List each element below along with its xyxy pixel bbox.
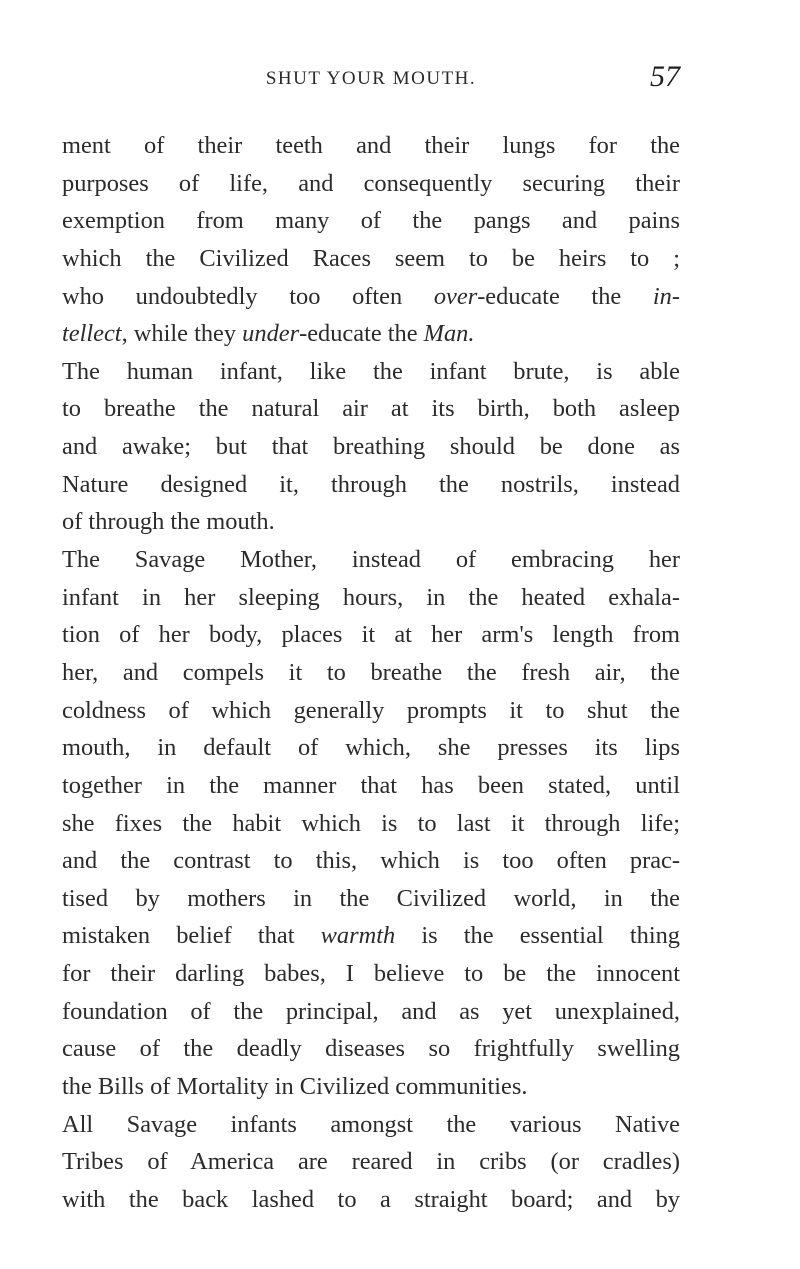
text-line: All Savage infants amongst the various Native (62, 1110, 680, 1138)
text-line: tellect, while they under-educate the Man. (62, 320, 475, 348)
text-line: foundation of the principal, and as yet unexplained, (62, 997, 680, 1025)
text-line: which the Civilized Races seem to be heirs to ; (62, 244, 680, 272)
text-line: to breathe the natural air at its birth, both asleep (62, 395, 680, 423)
text-line: together in the manner that has been stated, until (62, 771, 680, 799)
text-line: she fixes the habit which is to last it through life; (62, 809, 680, 837)
text-line: mistaken belief that warmth is the essential thing (62, 922, 680, 950)
text-line: and awake; but that breathing should be done as (62, 433, 680, 461)
running-head (62, 62, 680, 96)
text-line: infant in her sleeping hours, in the heated exhala- (62, 583, 680, 611)
running-title: SHUT YOUR MOUTH. (265, 68, 477, 89)
text-line: the Bills of Mortality in Civilized communities. (62, 1073, 528, 1101)
page-number: 57 (650, 60, 680, 93)
text-line: The human infant, like the infant brute, is able (62, 357, 680, 385)
text-line: Nature designed it, through the nostrils, instead (62, 470, 680, 498)
text-line: purposes of life, and consequently securing their (62, 169, 680, 197)
text-line: coldness of which generally prompts it to shut the (62, 696, 680, 724)
text-line: ment of their teeth and their lungs for the (62, 132, 680, 159)
text-line: cause of the deadly diseases so frightfully swelling (62, 1035, 680, 1063)
text-line: and the contrast to this, which is too often prac- (62, 847, 680, 875)
body-text (62, 127, 680, 1219)
text-line: tion of her body, places it at her arm's length from (62, 621, 680, 649)
text-line: for their darling babes, I believe to be the innocent (62, 960, 680, 988)
text-line: mouth, in default of which, she presses its lips (62, 734, 680, 762)
text-line: of through the mouth. (62, 508, 275, 536)
text-line: her, and compels it to breathe the fresh air, the (62, 658, 680, 686)
text-line: who undoubtedly too often over-educate the in- (62, 282, 680, 310)
text-line: with the back lashed to a straight board; and by (62, 1185, 680, 1213)
text-line: Tribes of America are reared in cribs (or cradles) (62, 1148, 680, 1176)
text-line: The Savage Mother, instead of embracing her (62, 546, 680, 574)
text-line: tised by mothers in the Civilized world, in the (62, 884, 680, 912)
text-line: exemption from many of the pangs and pains (62, 207, 680, 235)
